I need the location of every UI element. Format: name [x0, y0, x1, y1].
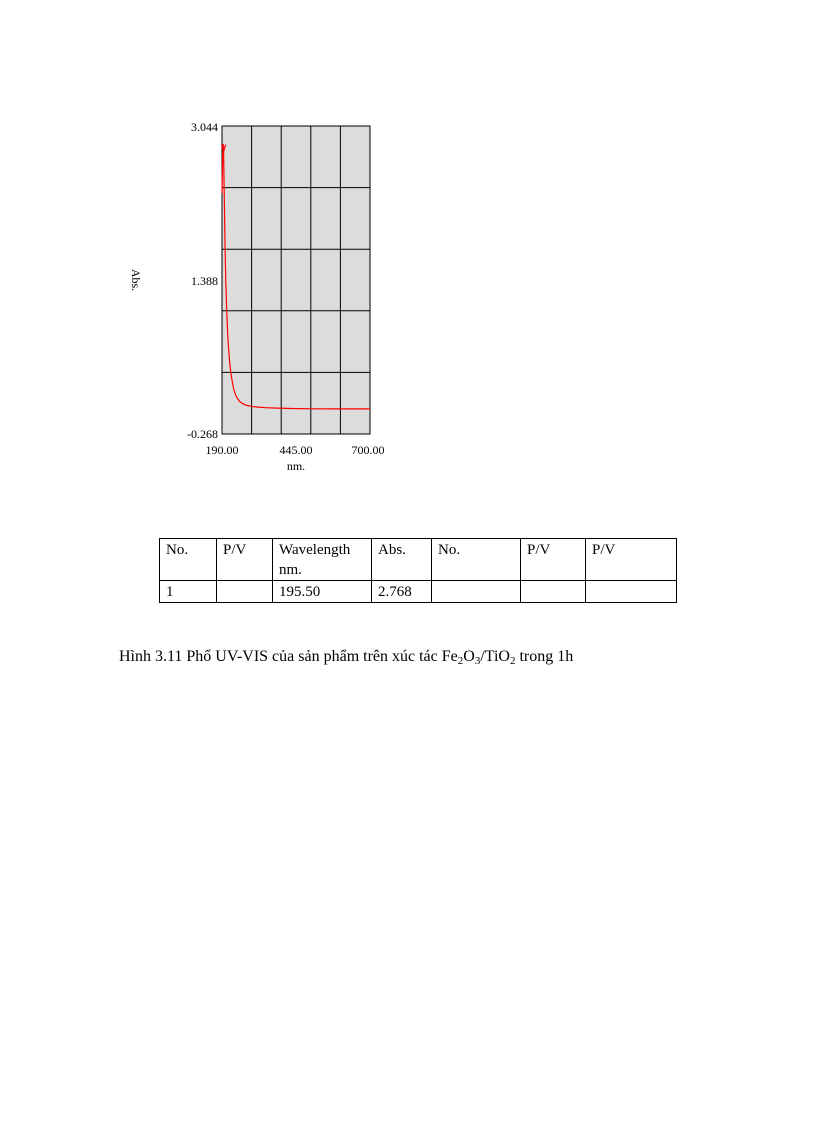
x-axis-label: nm.: [286, 459, 306, 473]
table-cell: [521, 581, 586, 603]
y-tick-label-mid: 1.388: [191, 274, 218, 288]
table-row: [160, 581, 677, 603]
caption-subscript: 2: [509, 655, 516, 667]
caption-subscript: 2: [457, 655, 464, 667]
table-header-cell: P/V: [521, 539, 586, 581]
table-cell: [586, 581, 677, 603]
peak-table: [159, 538, 677, 603]
table-header-cell: P/V: [217, 539, 273, 581]
table-header-cell: Abs.: [372, 539, 432, 581]
caption-text: trong 1h: [515, 648, 574, 665]
x-tick-label-left: 190.00: [205, 443, 239, 457]
plot-area: [222, 126, 370, 434]
figure-caption: [119, 648, 573, 666]
table-cell: [217, 581, 273, 603]
table-header-row: [160, 539, 677, 581]
caption-text: O: [463, 648, 475, 665]
table-header-cell: [273, 539, 372, 581]
y-tick-label-top: 3.044: [191, 120, 218, 134]
uv-vis-chart: [110, 110, 400, 480]
y-axis-label: Abs.: [129, 268, 143, 292]
table-cell: 195.50: [273, 581, 372, 603]
table-cell: [432, 581, 521, 603]
table-header-cell: No.: [160, 539, 217, 581]
y-tick-label-bottom: -0.268: [187, 427, 218, 441]
caption-text: /TiO: [480, 648, 510, 665]
table-cell: 1: [160, 581, 217, 603]
caption-text: Hình 3.11 Phổ UV-VIS của sản phẩm trên xúc tác Fe: [119, 648, 458, 665]
caption-subscript: 3: [474, 655, 481, 667]
wavelength-header: Wavelength nm.: [279, 542, 351, 578]
x-tick-label-mid: 445.00: [279, 443, 313, 457]
table-header-cell: No.: [432, 539, 521, 581]
table-header-cell: P/V: [586, 539, 677, 581]
x-tick-label-right: 700.00: [351, 443, 385, 457]
table-cell: 2.768: [372, 581, 432, 603]
